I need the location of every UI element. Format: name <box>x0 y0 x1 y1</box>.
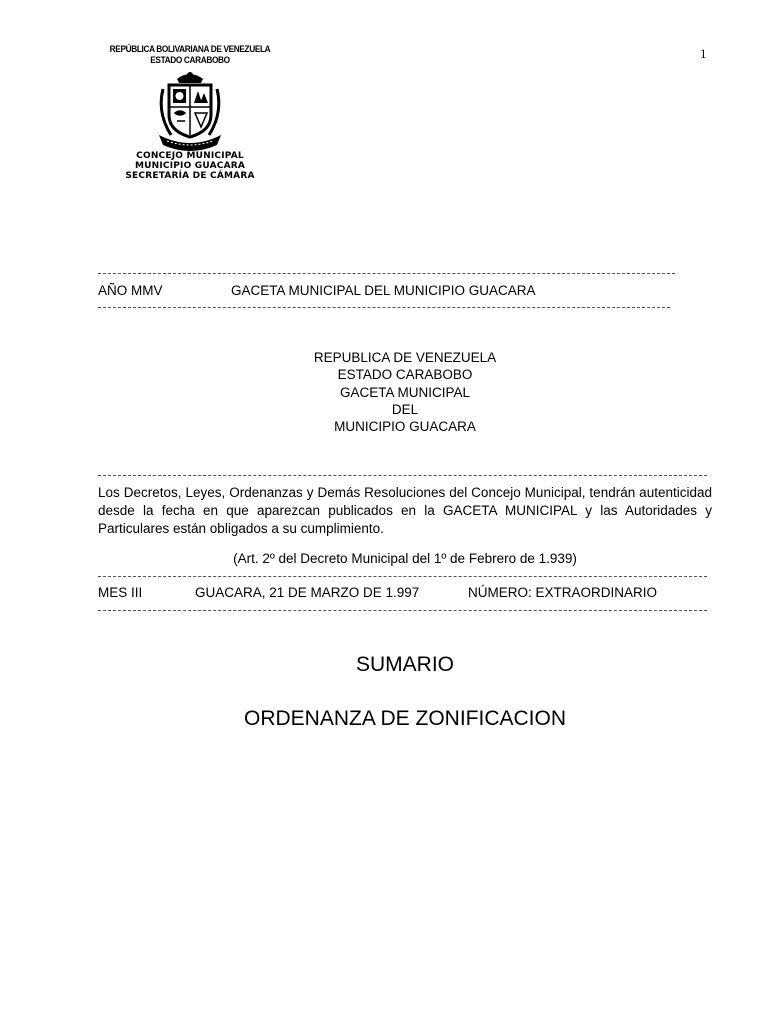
divider <box>98 576 707 577</box>
letterhead-state: ESTADO CARABOBO <box>150 55 230 65</box>
issue-number: NÚMERO: EXTRAORDINARIO <box>468 585 658 600</box>
heading-line-del: DEL <box>391 401 419 417</box>
summary-title: SUMARIO <box>355 653 454 676</box>
gazette-title: GACETA MUNICIPAL DEL MUNICIPIO GUACARA <box>231 283 536 298</box>
letterhead-secretariat: SECRETARÍA DE CÁMARA <box>125 171 255 181</box>
center-heading <box>98 349 712 435</box>
legal-notice: Los Decretos, Leyes, Ordenanzas y Demás Resoluciones del Concejo Municipal, tendrán autenticidad desde la fecha en que aparezcan publicados en la GACETA MUNICIPAL y las Autoridades y Particulares están obligados a su cumplimiento. <box>98 485 712 536</box>
letterhead-council: CONCEJO MUNICIPAL <box>136 151 244 161</box>
letterhead-country: REPÚBLICA BOLIVARIANA DE VENEZUELA <box>109 44 271 54</box>
divider <box>98 307 670 308</box>
letterhead <box>100 44 280 181</box>
heading-line-municipality: MUNICIPIO GUACARA <box>334 419 476 435</box>
municipal-coat-of-arms-icon <box>155 69 225 151</box>
heading-line-state: ESTADO CARABOBO <box>337 367 473 383</box>
heading-line-gazette: GACETA MUNICIPAL <box>339 384 471 400</box>
issue-place-date: GUACARA, 21 DE MARZO DE 1.997 <box>195 585 420 600</box>
divider <box>98 273 675 274</box>
heading-line-country: REPUBLICA DE VENEZUELA <box>313 350 497 365</box>
legal-citation: (Art. 2º del Decreto Municipal del 1º de Febrero de 1.939) <box>233 551 577 566</box>
divider <box>98 475 707 476</box>
divider <box>98 610 707 611</box>
page-number: 1 <box>700 46 707 61</box>
issue-month: MES III <box>98 585 143 600</box>
gazette-year: AÑO MMV <box>98 283 163 298</box>
summary-item: ORDENANZA DE ZONIFICACION <box>243 707 567 730</box>
letterhead-municipality: MUNICIPIO GUACARA <box>134 161 246 171</box>
